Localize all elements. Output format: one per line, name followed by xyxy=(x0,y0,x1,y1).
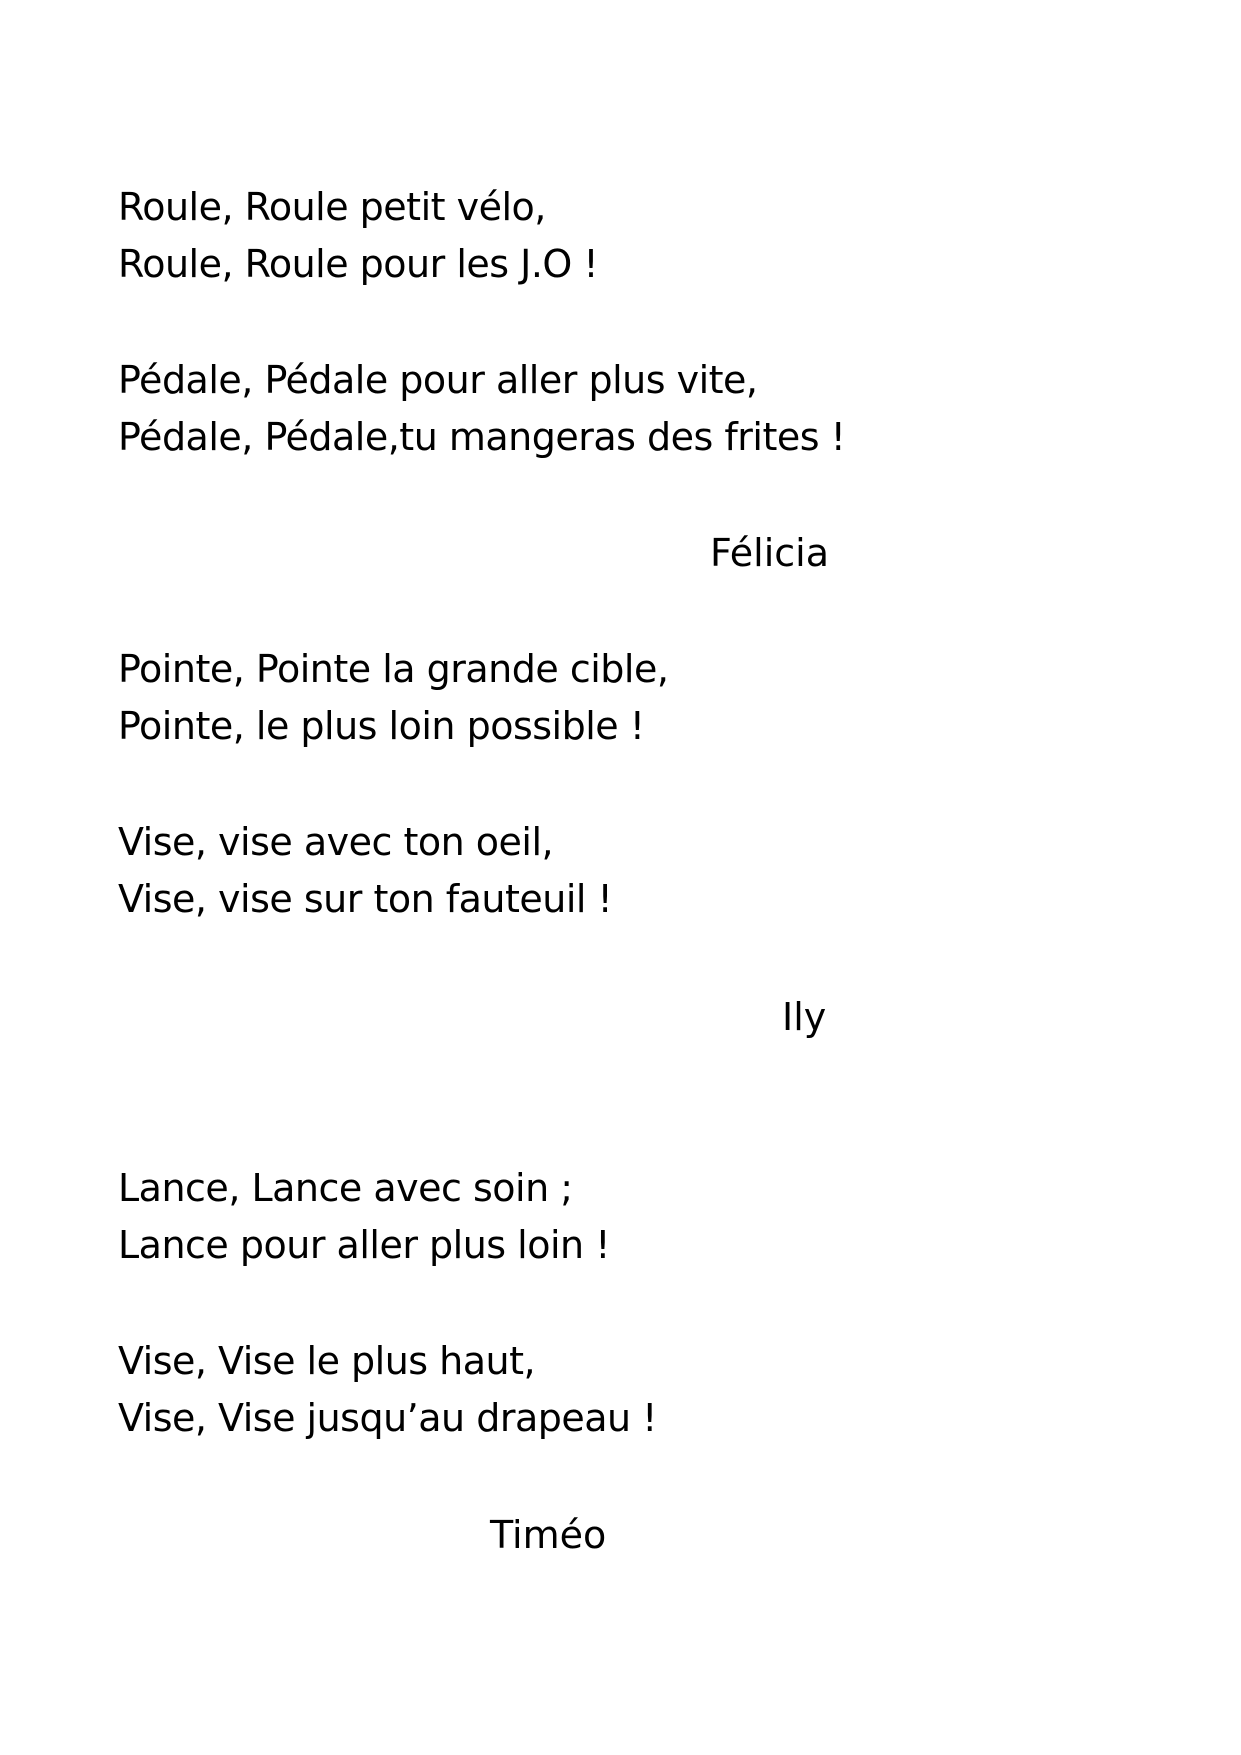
poem-line: Pointe, le plus loin possible ! xyxy=(118,704,645,748)
poem-author: Timéo xyxy=(490,1513,607,1557)
poem-author: Félicia xyxy=(710,531,830,575)
poem-line: Pédale, Pédale pour aller plus vite, xyxy=(118,358,758,402)
poem-author: Ily xyxy=(782,995,827,1039)
poem-line: Pointe, Pointe la grande cible, xyxy=(118,647,669,691)
poem-line: Vise, Vise jusqu’au drapeau ! xyxy=(118,1396,657,1440)
poem-line: Pédale, Pédale,tu mangeras des frites ! xyxy=(118,415,846,459)
poem-line: Vise, vise avec ton oeil, xyxy=(118,820,554,864)
poem-line: Lance, Lance avec soin ; xyxy=(118,1166,573,1210)
poem-line: Vise, vise sur ton fauteuil ! xyxy=(118,877,613,921)
poem-line: Lance pour aller plus loin ! xyxy=(118,1223,610,1267)
poem-line: Roule, Roule petit vélo, xyxy=(118,185,546,229)
poem-line: Vise, Vise le plus haut, xyxy=(118,1339,536,1383)
poem-line: Roule, Roule pour les J.O ! xyxy=(118,242,599,286)
